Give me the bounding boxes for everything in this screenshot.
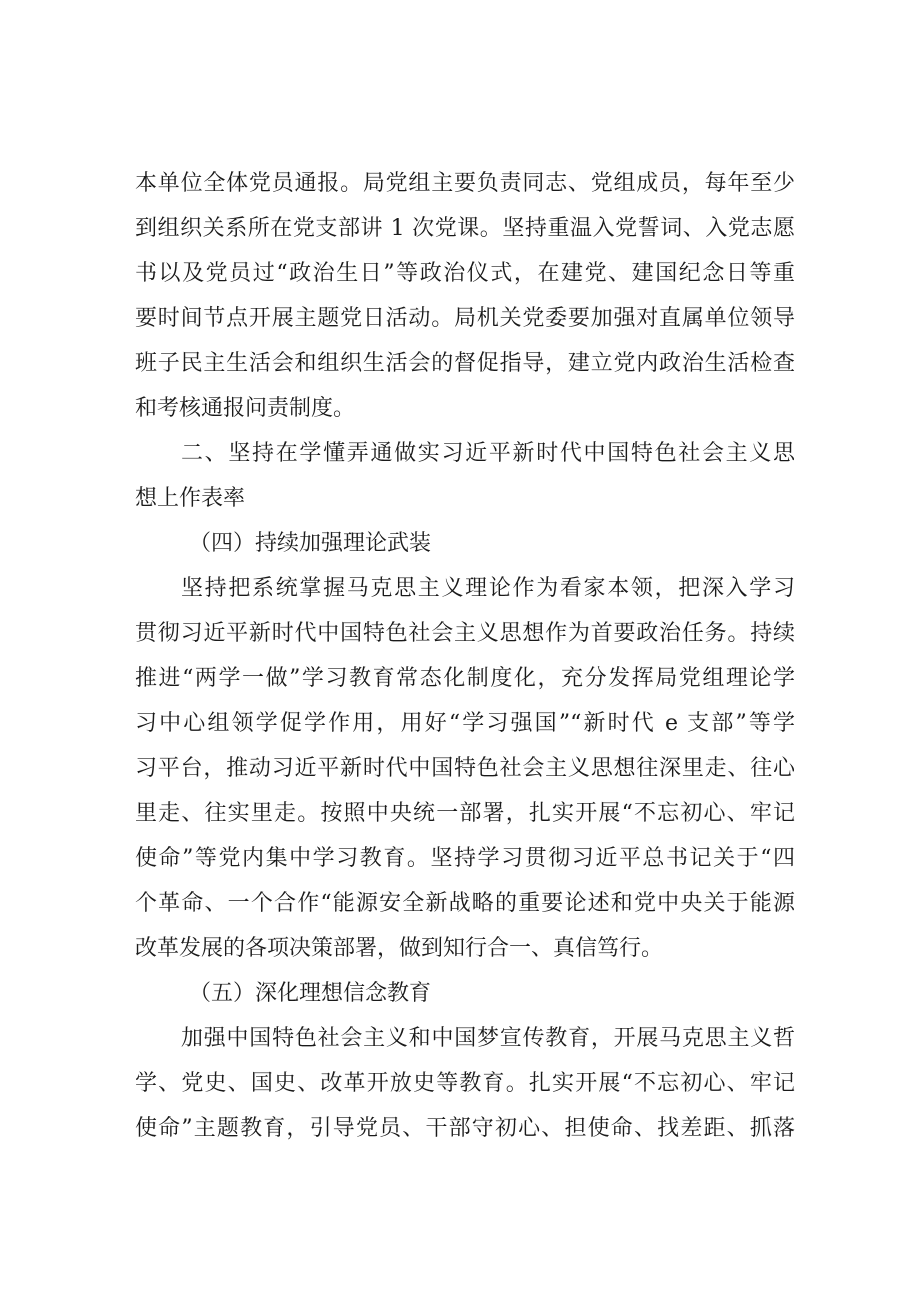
paragraph-line: 到组织关系所在党支部讲 1 次党课。坚持重温入党誓词、入党志愿 [135,216,795,241]
paragraph-line: 贯彻习近平新时代中国特色社会主义思想作为首要政治任务。持续 [135,621,795,646]
paragraph-line: 本单位全体党员通报。局党组主要负责同志、党组成员，每年至少 [135,171,795,196]
section-heading-continued: 想上作表率 [135,486,246,511]
paragraph-line: 要时间节点开展主题党日活动。局机关党委要加强对直属单位领导 [135,306,795,331]
subheading: （四）持续加强理论武装 [189,531,432,556]
paragraph-line: 习平台，推动习近平新时代中国特色社会主义思想往深里走、往心 [135,756,795,781]
paragraph-line: 使命”等党内集中学习教育。坚持学习贯彻习近平总书记关于“四 [135,846,795,871]
paragraph-line: 书以及党员过“政治生日”等政治仪式，在建党、建国纪念日等重 [135,261,795,286]
paragraph-line: 习中心组领学促学作用，用好“学习强国”“新时代 e 支部”等学 [135,711,795,736]
paragraph-line: 个革命、一个合作“能源安全新战略的重要论述和党中央关于能源 [135,891,795,916]
section-heading: 二、坚持在学懂弄通做实习近平新时代中国特色社会主义思 [181,441,795,466]
paragraph-line: 坚持把系统掌握马克思主义理论作为看家本领，把深入学习 [181,576,795,601]
paragraph-line: 学、党史、国史、改革开放史等教育。扎实开展“不忘初心、牢记 [135,1071,795,1096]
subheading: （五）深化理想信念教育 [189,981,432,1006]
paragraph-line: 推进“两学一做”学习教育常态化制度化，充分发挥局党组理论学 [135,666,795,691]
paragraph-line: 加强中国特色社会主义和中国梦宣传教育，开展马克思主义哲 [181,1026,795,1051]
paragraph-line: 和考核通报问责制度。 [135,396,356,421]
paragraph-line: 改革发展的各项决策部署，做到知行合一、真信笃行。 [135,936,664,961]
paragraph-line: 使命”主题教育，引导党员、干部守初心、担使命、找差距、抓落 [135,1116,795,1141]
paragraph-line: 里走、往实里走。按照中央统一部署，扎实开展“不忘初心、牢记 [135,801,795,826]
paragraph-line: 班子民主生活会和组织生活会的督促指导，建立党内政治生活检查 [135,351,795,376]
